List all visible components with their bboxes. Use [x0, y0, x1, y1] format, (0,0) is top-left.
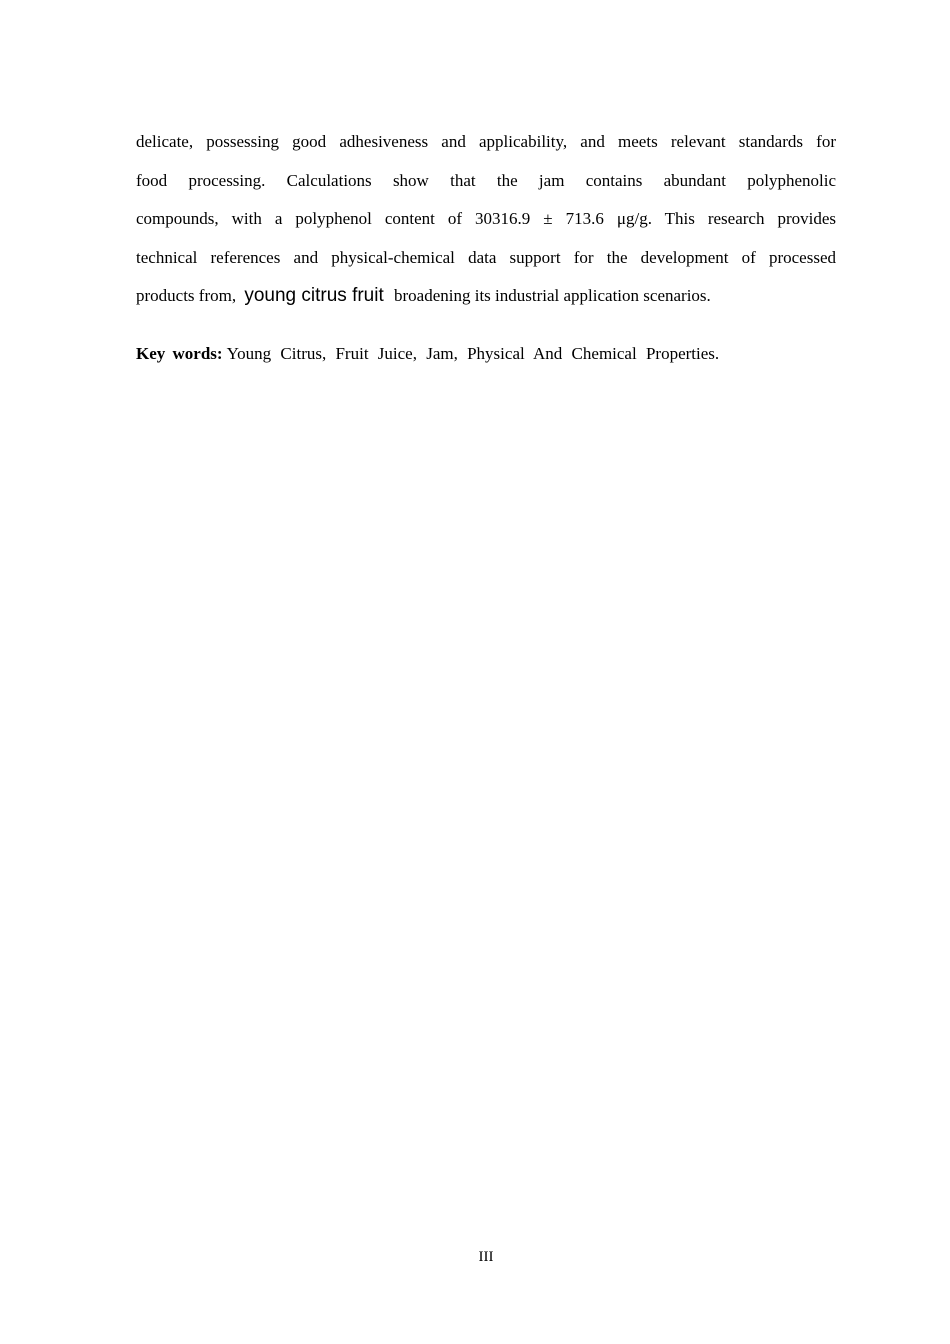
abstract-line-5-start: products from,: [136, 286, 237, 305]
abstract-line-5-end: broadening its industrial application scenarios.: [394, 286, 711, 305]
keywords-line: [136, 337, 836, 371]
keywords-value: Young Citrus, Fruit Juice, Jam, Physical And Chemical Properties.: [226, 344, 720, 363]
abstract-line-2: food processing. Calculations show that the jam contains abundant polyphenolic: [136, 170, 836, 190]
keywords-separator: :: [216, 344, 223, 363]
abstract-paragraph: [136, 123, 836, 316]
abstract-line-1: delicate, possessing good adhesiveness and applicability, and meets relevant standards for: [136, 132, 836, 151]
abstract-line-5: [136, 277, 836, 316]
page-number: III: [478, 1249, 494, 1265]
keywords-label: Key words: [136, 344, 217, 363]
abstract-line-4: technical references and physical-chemical data support for the development of processed: [136, 247, 836, 267]
abstract-line-3: compounds, with a polyphenol content of 30316.9 ± 713.6 μg/g. This research provides: [136, 209, 836, 228]
abstract-emphasis-phrase: young citrus fruit: [244, 285, 384, 306]
